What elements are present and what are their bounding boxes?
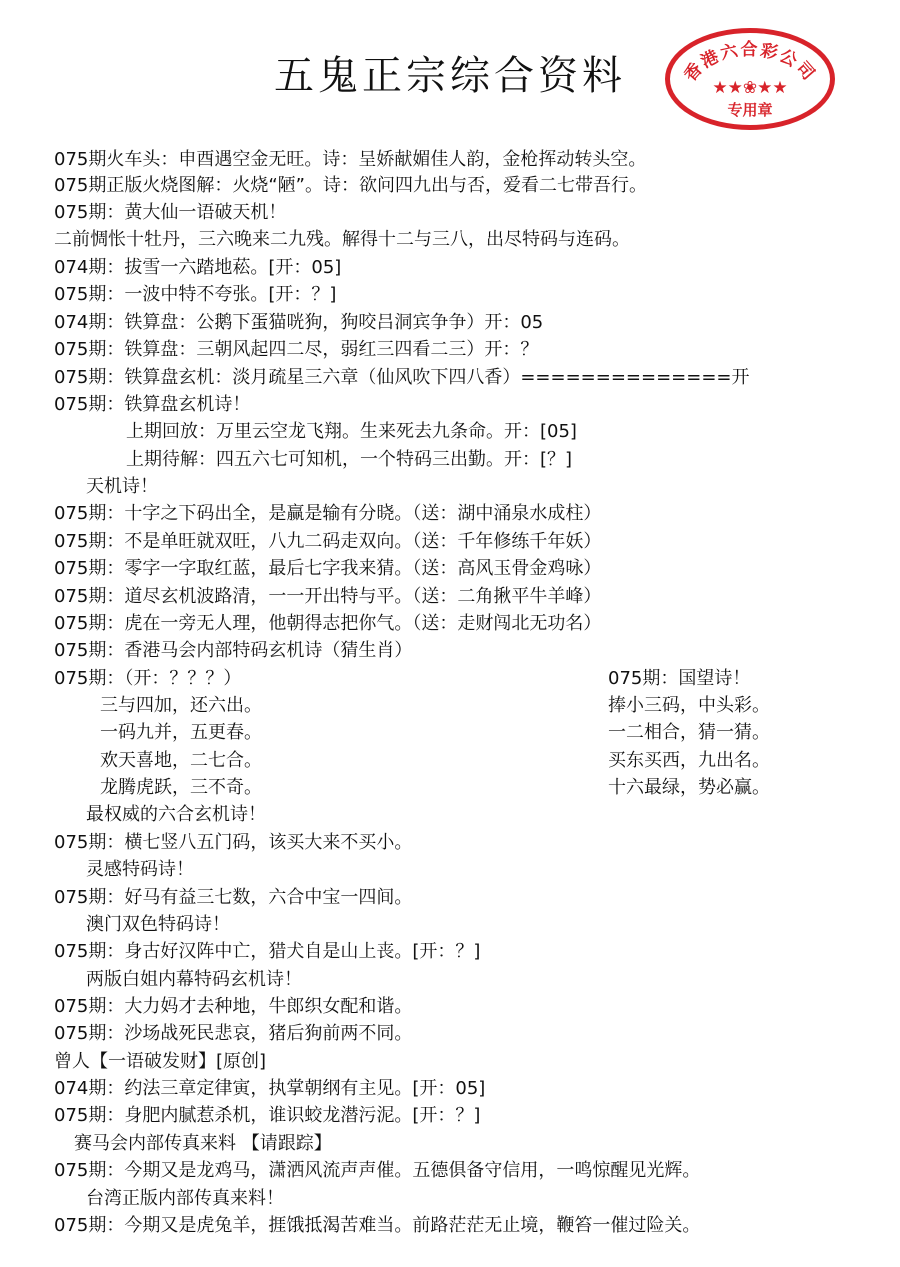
text-line: 074期：约法三章定律寅，执掌朝纲有主见。[开：05] — [54, 1078, 486, 1099]
text-line: 075期：香港马会内部特码玄机诗（猜生肖） — [54, 640, 413, 661]
seal-bottom-text: 专用章 — [727, 101, 773, 119]
section-heading: 两版白姐内幕特码玄机诗！ — [86, 969, 302, 990]
section-heading: 曾人【一语破发财】[原创] — [54, 1051, 267, 1072]
text-line: 075期：虎在一旁无人理，他朝得志把你气。（送：走财闯北无功名） — [54, 613, 602, 634]
poem-line: 一码九并，五更春。 — [100, 722, 262, 743]
poem-line: 欢天喜地，二七合。 — [100, 750, 262, 771]
right-poem-line: 买东买西，九出名。 — [608, 750, 770, 771]
poem-line: 龙腾虎跃，三不奇。 — [100, 777, 262, 798]
text-line: 075期：身古好汉阵中亡，猎犬自是山上丧。[开：？] — [54, 941, 481, 962]
text-line: 075期：大力妈才去种地，牛郎织女配和谐。 — [54, 996, 413, 1017]
text-line: 075期：（开：？？？） — [54, 668, 242, 689]
seal-stars: ★★❀★★ — [712, 78, 788, 98]
text-line: 075期：今期又是虎兔羊，捱饿抵渴苦难当。前路茫茫无止境，鞭笞一催过险关。 — [54, 1215, 701, 1236]
section-heading: 赛马会内部传真来料 【请跟踪】 — [74, 1133, 332, 1154]
section-heading: 最权威的六合玄机诗！ — [86, 804, 266, 825]
text-line: 075期正版火烧图解：火烧“陋”。诗：欲问四九出与否，爱看二七带吾行。 — [54, 175, 648, 196]
text-line: 075期：不是单旺就双旺，八九二码走双向。（送：千年修练千年妖） — [54, 531, 602, 552]
text-line: 上期回放：万里云空龙飞翔。生来死去九条命。开：[05] — [126, 421, 577, 442]
section-heading: 天机诗！ — [86, 476, 158, 497]
text-line: 075期：铁算盘玄机诗！ — [54, 394, 251, 415]
text-line: 075期：横七竖八五门码，该买大来不买小。 — [54, 832, 413, 853]
text-line: 074期：拔雪一六踏地菘。[开：05] — [54, 257, 342, 278]
page-title: 五鬼正宗综合资料 — [274, 53, 626, 99]
section-heading: 台湾正版内部传真来料！ — [86, 1188, 284, 1209]
text-line: 075期：零字一字取红蓝，最后七字我来猜。（送：高风玉骨金鸡咏） — [54, 558, 602, 579]
text-line: 075期：十字之下码出全，是赢是输有分晓。（送：湖中涌泉水成柱） — [54, 503, 602, 524]
text-line: 二前惆怅十牡丹，三六晚来二九残。解得十二与三八，出尽特码与连码。 — [54, 229, 630, 250]
text-line: 075期火车头：申酉遇空金无旺。诗：呈娇献媚佳人韵，金枪挥动转头空。 — [54, 149, 647, 170]
text-line: 075期：铁算盘：三朝风起四二尽，弱红三四看二三）开：？ — [54, 339, 539, 360]
poem-line: 三与四加，还六出。 — [100, 695, 262, 716]
text-line: 075期：好马有益三七数，六合中宝一四间。 — [54, 887, 413, 908]
section-heading: 澳门双色特码诗！ — [86, 914, 230, 935]
section-heading: 灵感特码诗！ — [86, 859, 194, 880]
text-line: 075期：身肥内腻惹杀机，谁识蛟龙潜污泥。[开：？] — [54, 1105, 481, 1126]
right-poem-line: 捧小三码，中头彩。 — [608, 695, 770, 716]
right-poem-title: 075期：国望诗！ — [608, 668, 751, 689]
seal-arc-text: 香港六合彩公司 — [680, 40, 820, 86]
text-line: 075期：沙场战死民悲哀，猪后狗前两不同。 — [54, 1023, 413, 1044]
text-line: 074期：铁算盘：公鹅下蛋猫咣狗，狗咬吕洞宾争争）开：05 — [54, 312, 544, 333]
text-line: 075期：一波中特不夸张。[开：？] — [54, 284, 337, 305]
text-line: 075期：黄大仙一语破天机！ — [54, 202, 287, 223]
text-line: 075期：道尽玄机波路清，一一开出特与平。（送：二角揪平牛羊峰） — [54, 586, 602, 607]
right-poem-line: 十六最绿，势必赢。 — [608, 777, 770, 798]
text-line: 075期：今期又是龙鸡马，潇洒风流声声催。五德俱备守信用，一鸣惊醒见光辉。 — [54, 1160, 701, 1181]
text-line: 上期待解：四五六七可知机，一个特码三出勤。开：[？] — [126, 449, 573, 470]
text-line: 075期：铁算盘玄机：淡月疏星三六章（仙风吹下四八香）==============开 — [54, 367, 750, 388]
right-poem-line: 一二相合，猜一猜。 — [608, 722, 770, 743]
